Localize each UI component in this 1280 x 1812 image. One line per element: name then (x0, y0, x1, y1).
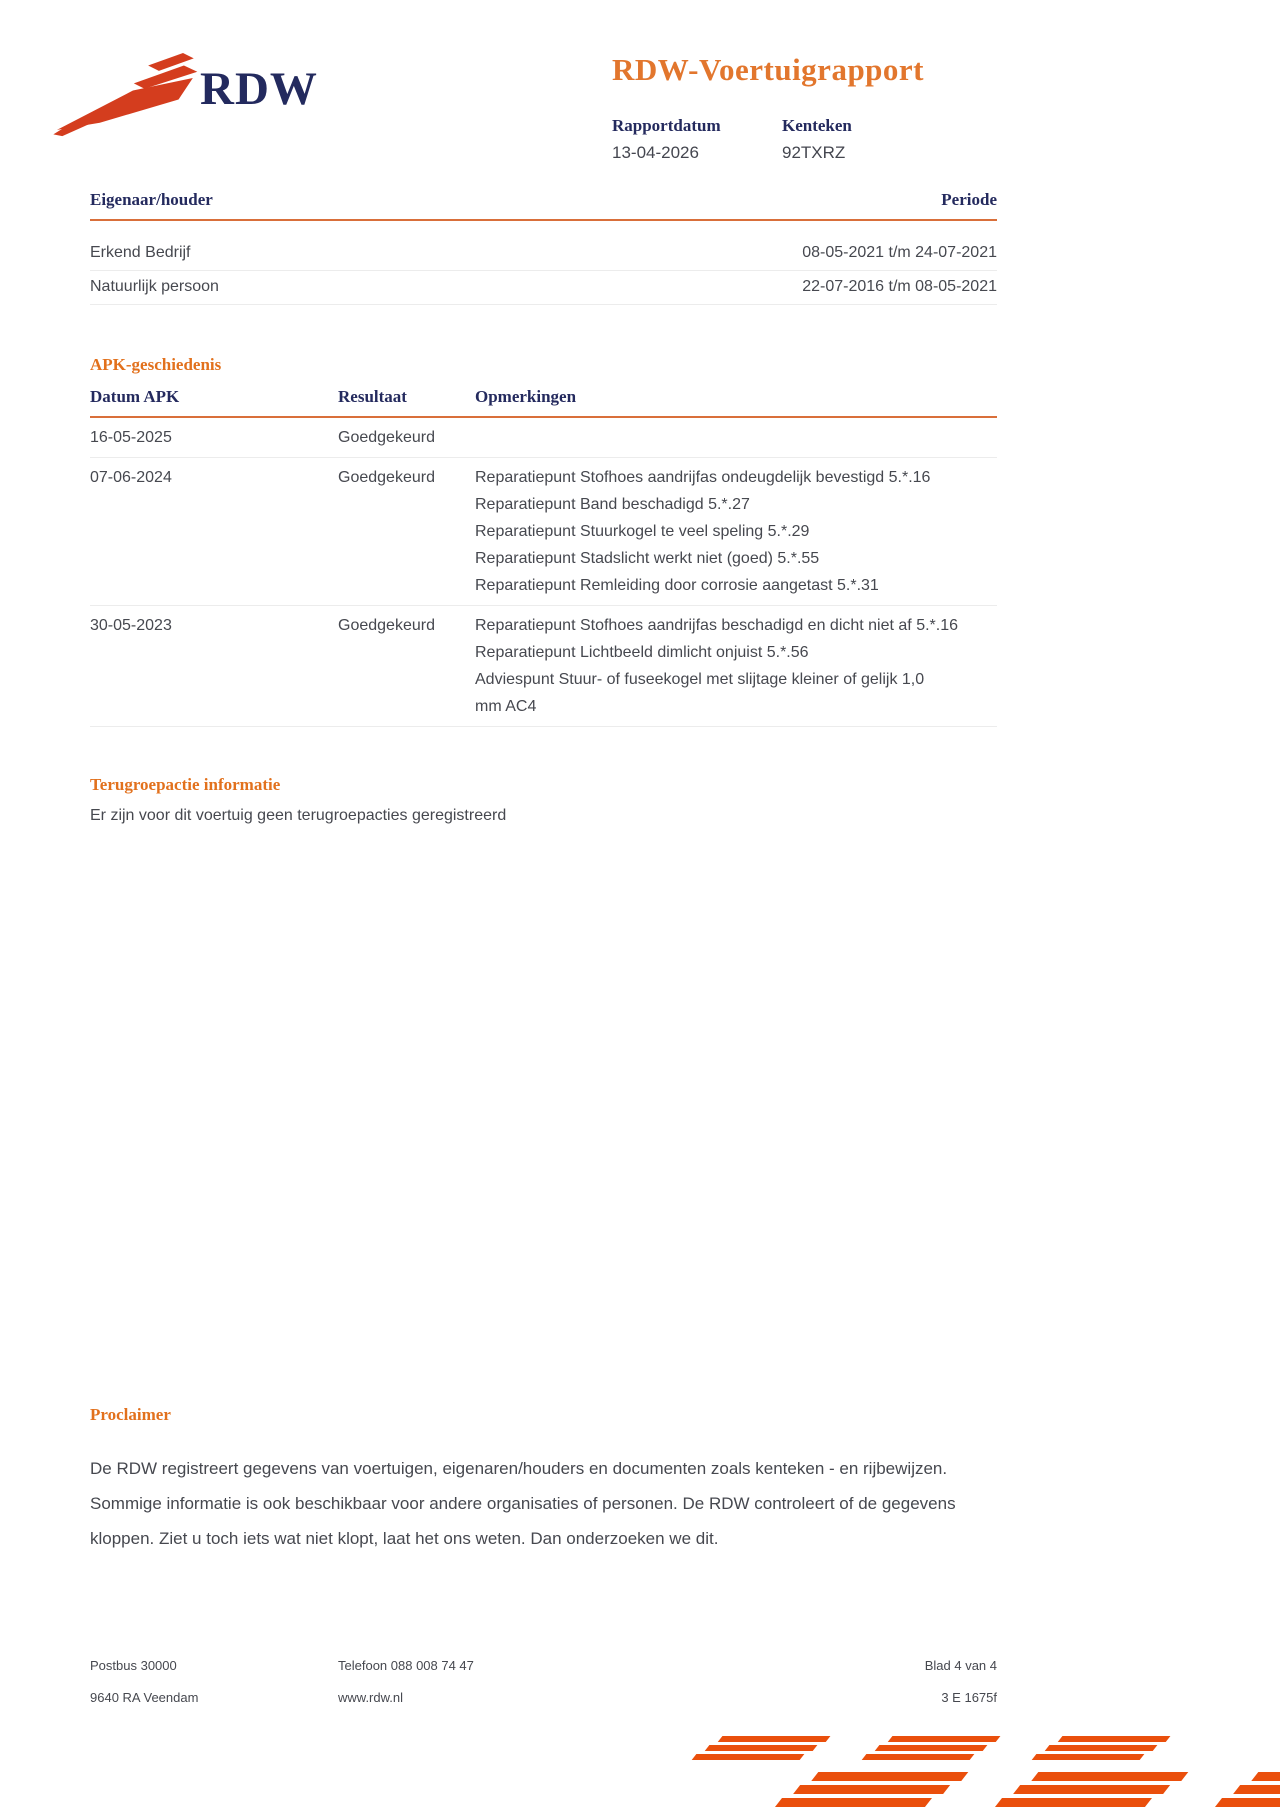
apk-result: Goedgekeurd (338, 469, 435, 486)
apk-result: Goedgekeurd (338, 617, 435, 634)
apk-remark-line: Reparatiepunt Lichtbeeld dimlicht onjuist 5.*.56 (475, 644, 809, 661)
footer-city: 9640 RA Veendam (90, 1690, 199, 1705)
orange-stripes-decoration (660, 1734, 1280, 1812)
rdw-wing-logo-icon (48, 42, 200, 140)
apk-remark-line: Reparatiepunt Stofhoes aandrijfas ondeugdelijk bevestigd 5.*.16 (475, 469, 931, 486)
apk-history-row (90, 458, 997, 606)
apk-remark-line: Reparatiepunt Band beschadigd 5.*.27 (475, 496, 750, 513)
apk-remarks (475, 464, 997, 599)
apk-remark-line: Reparatiepunt Remleiding door corrosie aangetast 5.*.31 (475, 577, 879, 594)
apk-table-header (90, 387, 997, 418)
page-title: RDW-Voertuigrapport (612, 52, 925, 87)
owner-period: 22-07-2016 t/m 08-05-2021 (802, 278, 997, 295)
apk-remark-line: Reparatiepunt Stuurkogel te veel speling 5.*.29 (475, 523, 810, 540)
apk-remark-line: Reparatiepunt Stofhoes aandrijfas beschadigd en dicht niet af 5.*.16 (475, 617, 958, 634)
apk-remarks (475, 424, 997, 451)
apk-date: 07-06-2024 (90, 469, 172, 486)
apk-history-section (90, 355, 997, 727)
owner-name: Natuurlijk persoon (90, 278, 219, 295)
proclaimer-section (90, 1405, 975, 1556)
rdw-logo-text: RDW (200, 63, 318, 115)
report-date-label: Rapportdatum (612, 116, 721, 135)
report-meta (612, 116, 1012, 163)
report-header (612, 52, 1012, 163)
period-heading: Periode (941, 190, 997, 209)
owner-name: Erkend Bedrijf (90, 244, 191, 261)
apk-history-row (90, 418, 997, 458)
owner-heading: Eigenaar/houder (90, 190, 213, 209)
column-header-result: Resultaat (338, 387, 407, 406)
recall-heading: Terugroepactie informatie (90, 775, 281, 794)
footer-form-code: 3 E 1675f (941, 1690, 997, 1705)
license-plate-label: Kenteken (782, 116, 852, 135)
recall-text: Er zijn voor dit voertuig geen terugroepacties geregistreerd (90, 807, 507, 824)
report-date-block (612, 116, 782, 163)
apk-remark-line: Reparatiepunt Stadslicht werkt niet (goed) 5.*.55 (475, 550, 820, 567)
page-footer (90, 1658, 997, 1722)
owner-row (90, 237, 997, 271)
owner-row (90, 271, 997, 305)
apk-date: 30-05-2023 (90, 617, 172, 634)
column-header-date: Datum APK (90, 387, 180, 406)
owner-rows (90, 237, 997, 305)
apk-history-heading: APK-geschiedenis (90, 355, 222, 374)
column-header-remarks: Opmerkingen (475, 387, 577, 406)
owner-section (90, 190, 997, 305)
proclaimer-heading: Proclaimer (90, 1405, 171, 1424)
proclaimer-text: De RDW registreert gegevens van voertuigen, eigenaren/houders en documenten zoals kenteken - en rijbewijzen. Sommige informatie is ook beschikbaar voor andere organisaties of personen. De RDW controleert of de gegevens kloppen. Ziet u toch iets wat niet klopt, laat het ons weten. Dan onderzoeken we dit. (90, 1459, 956, 1548)
apk-remarks (475, 612, 997, 720)
footer-postbus: Postbus 30000 (90, 1658, 177, 1673)
license-plate-block (782, 116, 852, 163)
report-date-value: 13-04-2026 (612, 143, 699, 162)
owner-section-header (90, 190, 997, 221)
apk-history-rows (90, 418, 997, 727)
apk-history-row (90, 606, 997, 727)
footer-address-column (90, 1658, 338, 1722)
recall-section (90, 775, 997, 825)
apk-remark-line: mm AC4 (475, 698, 537, 715)
owner-period: 08-05-2021 t/m 24-07-2021 (802, 244, 997, 261)
apk-result: Goedgekeurd (338, 429, 435, 446)
footer-contact-column (338, 1658, 925, 1722)
apk-remark-line: Adviespunt Stuur- of fuseekogel met slijtage kleiner of gelijk 1,0 (475, 671, 925, 688)
footer-page-number: Blad 4 van 4 (924, 1658, 997, 1673)
apk-history-table (90, 387, 997, 727)
footer-website: www.rdw.nl (338, 1690, 404, 1705)
footer-phone: Telefoon 088 008 74 47 (338, 1658, 474, 1673)
apk-date: 16-05-2025 (90, 429, 172, 446)
license-plate-value: 92TXRZ (782, 143, 846, 162)
footer-page-column (925, 1658, 997, 1722)
